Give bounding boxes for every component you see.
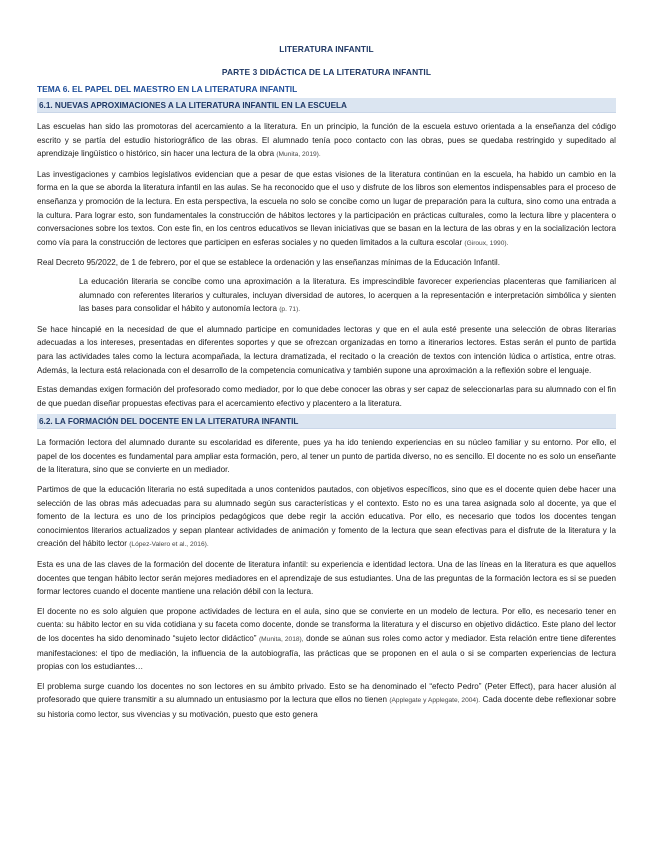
paragraph: [37, 436, 616, 477]
quote-text: La educación literaria se concibe como una aproximación a la literatura. Es imprescindible favorecer experiencias placenteras que familiaricen al alumnado con referentes literarios y culturales, incluyan diversidad de autores, lo acerquen a la representación e interpretación simbólica y sienten las bases para consolidar el hábito y autonomía lectora: [79, 276, 616, 314]
citation: (Applegate y Applegate, 2004).: [389, 697, 481, 705]
theme-title: TEMA 6. EL PAPEL DEL MAESTRO EN LA LITERATURA INFANTIL: [37, 84, 298, 94]
paragraph: [37, 256, 616, 270]
paragraph: [37, 323, 616, 377]
citation: (p. 71).: [279, 306, 301, 314]
paragraph-text: Las investigaciones y cambios legislativos evidencian que a pesar de que estas visiones de la literatura continúan en la escuela, ha habido un cambio en la forma en la que se aborda la literatura infantil en las aulas. Se ha reconocido que el uso y disfrute de los libros son elementos indispensables para el proceso de enseñanza y promoción de la lectura. En esta perspectiva, la escuela no solo se concibe como un lugar de preparación para la cultura, sino como una entrada a la cultura. Para lograr esto, son fundamentales la construcción de hábitos lectores y la participación en prácticas culturales, como la lectura libre y placentera o conversaciones sobre los textos. Con este fin, en los centros educativos se llevan iniciativas que se basan en la lectura de las obras y en la socialización lectora como vía para la construcción de lectores que participen en esferas sociales y no queden limitados a la cultura escolar: [37, 169, 616, 247]
paragraph-text: El problema surge cuando los docentes no son lectores en su ámbito privado. Esto se ha denominado el “efecto Pedro” (Peter Effect), para hacer alusión al profesorado que quiere transmitir a su alumnado un entusiasmo por la lectura que ellos no tienen: [37, 681, 616, 705]
paragraph: [37, 558, 616, 599]
paragraph: [37, 483, 616, 552]
citation: (López-Valero et al., 2016).: [129, 541, 209, 549]
paragraph-text: Real Decreto 95/2022, de 1 de febrero, por el que se establece la ordenación y las enseñanzas mínimas de la Educación Infantil.: [37, 258, 500, 268]
paragraph-text: La formación lectora del alumnado durante su escolaridad es diferente, pues ya ha ido teniendo experiencias en su núcleo familiar y su entorno. Por ello, el papel de los docentes es fundamental para ampliar esta formación, pero, al tener un punto de partida diverso, no es sencillo. El docente no es solo un enseñante de la literatura, sino que se convierte en un mediador.: [37, 438, 616, 475]
document-page: [37, 40, 616, 722]
part-title: PARTE 3 DIDÁCTICA DE LA LITERATURA INFANTIL: [221, 67, 432, 77]
section-heading-6-1: 6.1. NUEVAS APROXIMACIONES A LA LITERATURA INFANTIL EN LA ESCUELA: [37, 98, 616, 113]
paragraph-text: Las escuelas han sido las promotoras del acercamiento a la literatura. En un principio, la función de la escuela estuvo orientada a la enseñanza del código escrito y se partía del estudio historiográfico de las obras. El alumnado tenía poco contacto con las obras, pues se quedaba restringido y supeditado al aprendizaje lingüístico o histórico, sin hacer una lectura de la obra: [37, 122, 616, 159]
paragraph: [37, 680, 616, 722]
block-quote: [79, 275, 616, 317]
paragraph: [37, 605, 616, 674]
paragraph: [37, 168, 616, 251]
course-title: LITERATURA INFANTIL: [279, 44, 374, 54]
citation: (Munita, 2019).: [276, 151, 321, 159]
paragraph-text: Estas demandas exigen formación del profesorado como mediador, por lo que debe conocer las obras y ser capaz de seleccionarlas para su alumnado con el fin de que puedan diseñar propuestas efectivas para el acercamiento efectivo y placentero a la literatura.: [37, 385, 616, 408]
paragraph-text: Esta es una de las claves de la formación del docente de literatura infantil: su experiencia e identidad lectora. Una de las líneas en la literatura es que aquellos docentes que tengan hábito lector serán mejores mediadores en el aprendizaje de sus estudiantes. Una de las preguntas de la formación lectora es si se pueden formar lectores cuando el docente mantiene una relación débil con la lectura.: [37, 560, 616, 597]
paragraph: [37, 120, 616, 162]
paragraph-text: El docente no es solo alguien que propone actividades de lectura en el aula, sino que se convierte en un modelo de lectura. Por ello, es necesario tener en cuenta: su hábito lector en su vida cotidiana y su faceta como docente, donde se transforma la literatura y el discurso en objetivo didáctico. Este plano del lector de los docentes ha sido denominado “sujeto lector didáctico”: [37, 606, 616, 643]
section-heading-6-2: 6.2. LA FORMACIÓN DEL DOCENTE EN LA LITERATURA INFANTIL: [37, 414, 616, 429]
paragraph: [37, 383, 616, 410]
paragraph-text: Cada docente debe reflexionar sobre su historia como lector, sus vivencias y su motivación, puesto que esto genera: [37, 695, 617, 719]
citation: (Munita, 2018),: [258, 636, 304, 643]
paragraph-text: Se hace hincapié en la necesidad de que el alumnado participe en comunidades lectoras y que en el aula esté presente una selección de obras literarias adecuadas a los intereses, presentadas en diferentes soportes y que se ofrezcan organizadas en torno a itinerarios lectores. Estas serán el punto de partida para las actividades tales como la lectura acompañada, la lectura dramatizada, el recitado o la creación de textos con intención lúdica o artística, entre otras. Además, la lectura está relacionada con el desarrollo de la competencia comunicativa y también supone una aproximación a la reflexión sobre el lenguaje.: [37, 324, 616, 375]
paragraph-text: donde se aúnan sus roles como actor y mediador. Esta relación entre tiene diferentes manifestaciones: el tipo de mediación, la influencia de la autobiografía, las prácticas que se proponen en el aula o si se comparten experiencias de lectura propias con los estudiantes…: [37, 634, 616, 672]
citation: (Giroux, 1990).: [464, 239, 509, 247]
paragraph-text: Partimos de que la educación literaria no está supeditada a unos contenidos pautados, con objetivos específicos, sino que es el docente quien debe hacer una selección de las obras más adecuadas para su alumnado según sus características y el contexto. Esto no es una tarea asignada solo al docente, ya que el fomento de la lectura es uno de los principios pedagógicos que debe regir la acción educativa. Por ello, es necesario que todos los docentes tengan conocimientos literarios actualizados y sepan plantear actividades de animación y fomento de la lectura que sean efectivas para el disfrute de la literatura y la creación del hábito lector: [37, 485, 616, 549]
